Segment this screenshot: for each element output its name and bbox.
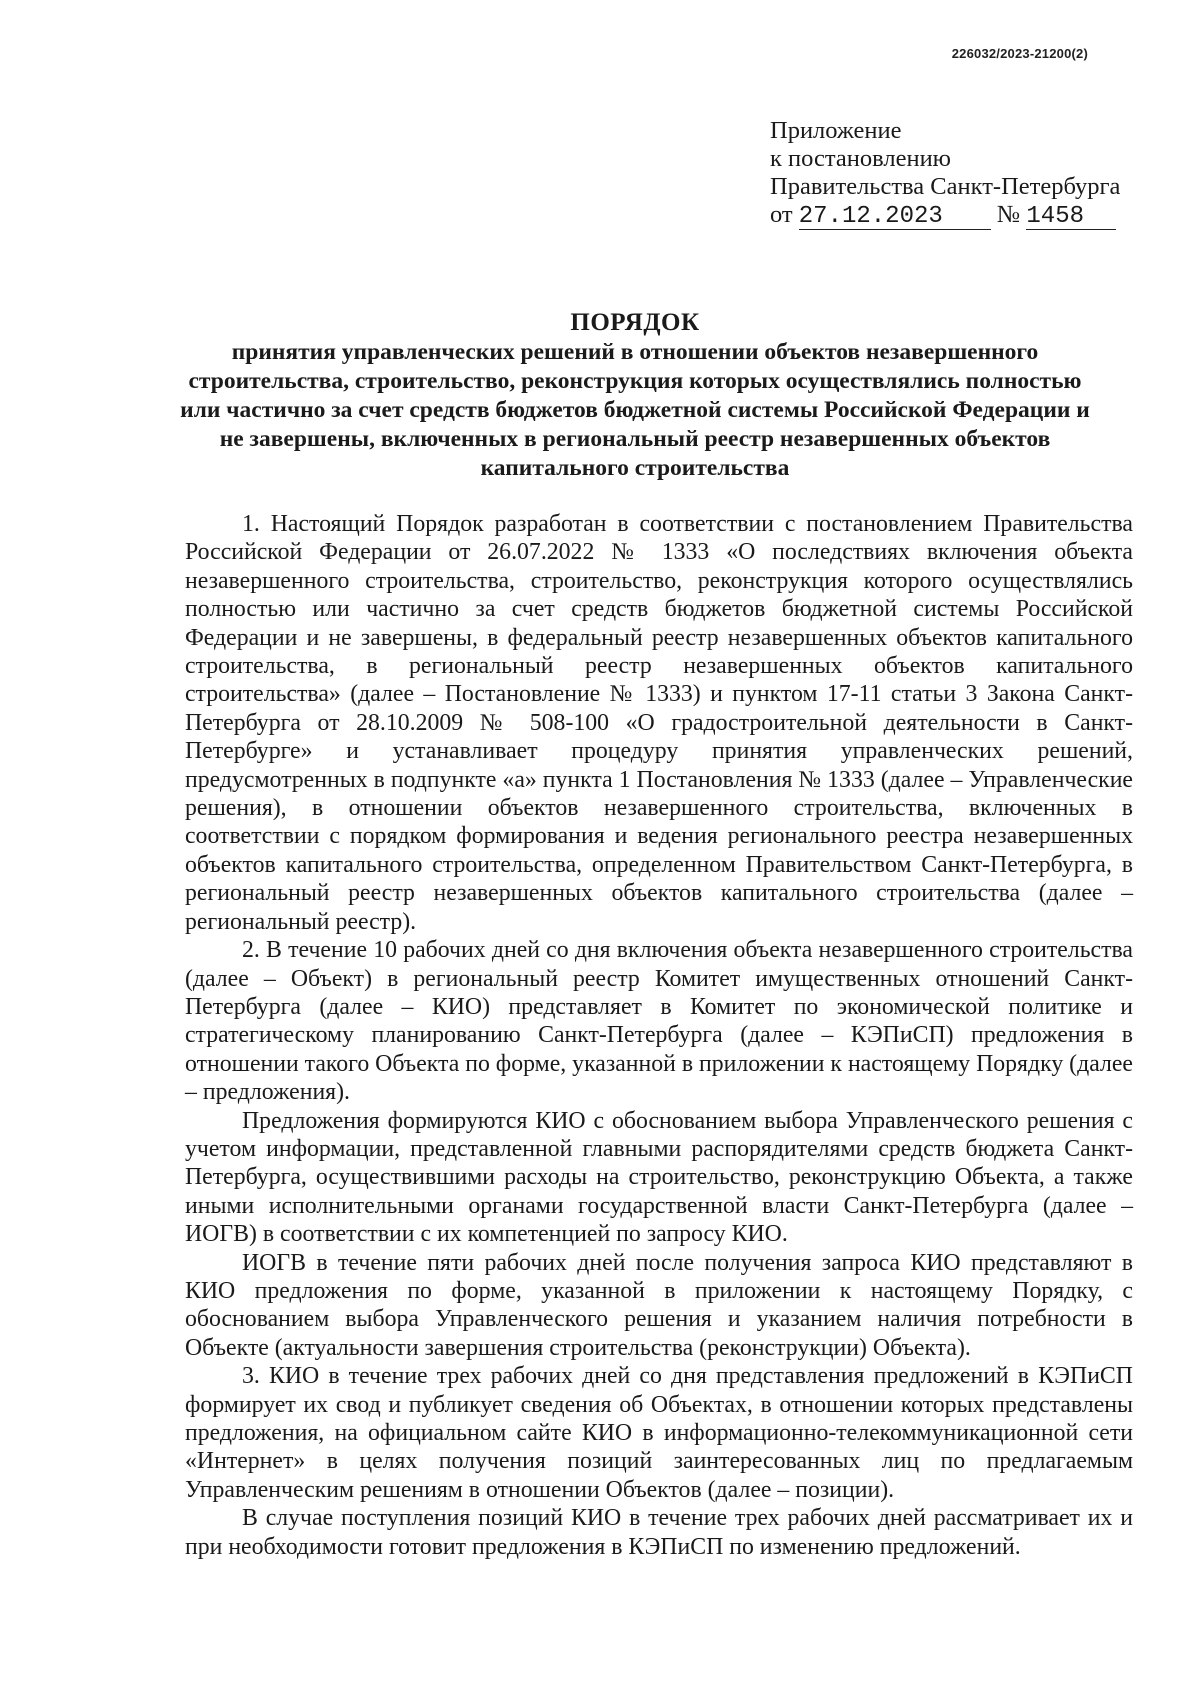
paragraph-4: ИОГВ в течение пяти рабочих дней после получения запроса КИО представляют в КИО предложения по форме, указанной в приложении к настоящему Порядку, с обоснованием выбора Управленческого решения и указанием наличия потребности в Объекте (актуальности завершения строительства (реконструкции) Объекта).: [185, 1249, 1133, 1361]
paragraph-2: 2. В течение 10 рабочих дней со дня включения объекта незавершенного строительства (далее – Объект) в региональный реестр Комитет имущественных отношений Санкт-Петербурга (далее – КИО) представляет в Комитет по экономической политике и стратегическому планированию Санкт-Петербурга (далее – КЭПиСП) предложения в отношении такого Объекта по форме, указанной в приложении к настоящему Порядку (далее – предложения).: [185, 937, 1133, 1106]
appendix-label: Приложение: [770, 117, 902, 144]
appendix-block: [770, 117, 1130, 230]
paragraph-3: Предложения формируются КИО с обоснованием выбора Управленческого решения с учетом информации, представленной главными распорядителями средств бюджета Санкт-Петербурга, осуществившими расходы на строительство, реконструкцию Объекта, а также иными исполнительными органами государственной власти Санкт-Петербурга (далее – ИОГВ) в соответствии с их компетенцией по запросу КИО.: [185, 1107, 1133, 1248]
number-prefix: №: [996, 201, 1021, 228]
appendix-resolution-line: к постановлению: [770, 145, 951, 172]
paragraph-5: 3. КИО в течение трех рабочих дней со дня представления предложений в КЭПиСП формирует их свод и публикует сведения об Объектах, в отношении которых представлены предложения, на официальном сайте КИО в информационно-телекоммуникационной сети «Интернет» в целях получения позиций заинтересованных лиц по предлагаемым Управленческим решениям в отношении Объектов (далее – позиции).: [185, 1363, 1133, 1503]
document-title: ПОРЯДОК: [570, 309, 700, 336]
appendix-date-line: [770, 201, 1130, 230]
resolution-date: 27.12.2023: [799, 205, 991, 230]
date-prefix: от: [770, 201, 793, 228]
document-id: 226032/2023-21200(2): [951, 46, 1088, 61]
document-subtitle: принятия управленческих решений в отношении объектов незавершенного строительства, строительство, реконструкция которых осуществлялись полностью или частично за счет средств бюджетов бюджетной системы Российской Федерации и не завершены, включенных в региональный реестр незавершенных объектов капитального строительства: [180, 339, 1090, 481]
appendix-government-line: Правительства Санкт-Петербурга: [770, 173, 1121, 200]
paragraph-1: 1. Настоящий Порядок разработан в соответствии с постановлением Правительства Российской Федерации от 26.07.2022 № 1333 «О последствиях включения объекта незавершенного строительства, строительство, реконструкция которого осуществлялись полностью или частично за счет средств бюджетов бюджетной системы Российской Федерации и не завершены, в федеральный реестр незавершенных объектов капитального строительства, в региональный реестр незавершенных объектов капитального строительства» (далее – Постановление № 1333) и пунктом 17-11 статьи 3 Закона Санкт-Петербурга от 28.10.2009 № 508-100 «О градостроительной деятельности в Санкт-Петербурге» и устанавливает процедуру принятия управленческих решений, предусмотренных в подпункте «а» пункта 1 Постановления № 1333 (далее – Управленческие решения), в отношении объектов незавершенного строительства, включенных в соответствии с порядком формирования и ведения регионального реестра незавершенных объектов капитального строительства, определенном Правительством Санкт-Петербурга, в региональный реестр незавершенных объектов капитального строительства (далее – региональный реестр).: [185, 511, 1133, 935]
paragraph-6: В случае поступления позиций КИО в течение трех рабочих дней рассматривает их и при необходимости готовит предложения в КЭПиСП по изменению предложений.: [185, 1505, 1133, 1560]
document-body: [185, 510, 1133, 1561]
document-heading: [170, 308, 1100, 483]
resolution-number: 1458: [1026, 205, 1116, 230]
